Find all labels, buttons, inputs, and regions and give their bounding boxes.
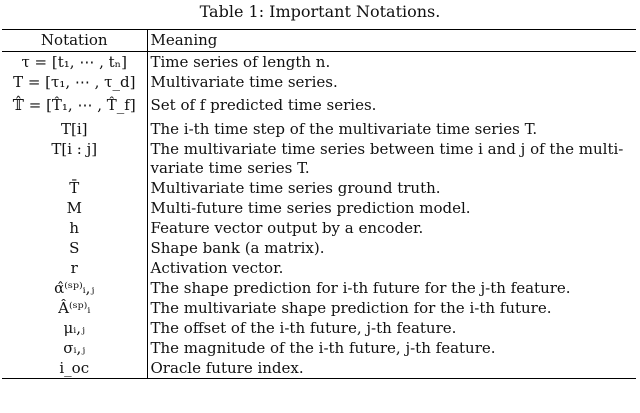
table-caption: Table 1: Important Notations. bbox=[199, 2, 441, 21]
notation-cell: α̂⁽ˢᵖ⁾ᵢ,ⱼ bbox=[2, 278, 147, 298]
meaning-cell: Set of f predicted time series. bbox=[150, 96, 377, 114]
notation-cell: μᵢ,ⱼ bbox=[2, 318, 147, 338]
table-row bbox=[2, 119, 636, 139]
table-row bbox=[2, 92, 636, 119]
notation-cell: T[i] bbox=[2, 119, 147, 139]
notation-cell: T = [τ₁, ⋯ , τ_d] bbox=[2, 72, 147, 92]
table-row bbox=[2, 258, 636, 278]
table-row bbox=[2, 318, 636, 338]
header-notation: Notation bbox=[2, 30, 147, 52]
table-row bbox=[2, 52, 636, 73]
table-header-row bbox=[2, 30, 636, 52]
meaning-cell: The shape prediction for i-th future for the j-th feature. bbox=[150, 278, 571, 297]
header-meaning: Meaning bbox=[150, 31, 218, 49]
table-row bbox=[2, 178, 636, 198]
notation-cell: S bbox=[2, 238, 147, 258]
meaning-cell: Feature vector output by a encoder. bbox=[150, 218, 424, 237]
table-row bbox=[2, 72, 636, 92]
table-row bbox=[2, 218, 636, 238]
table-row bbox=[2, 278, 636, 298]
table-row bbox=[2, 298, 636, 318]
table-row bbox=[2, 139, 636, 178]
notations-table bbox=[2, 29, 636, 379]
meaning-cell: The i-th time step of the multivariate time series T. bbox=[150, 119, 538, 138]
notation-cell: r bbox=[2, 258, 147, 278]
meaning-cell: Time series of length n. bbox=[150, 52, 331, 71]
notation-cell: 𝕋̂ = [T̂₁, ⋯ , T̂_f] bbox=[2, 92, 147, 119]
meaning-cell: Multi-future time series prediction model. bbox=[150, 198, 471, 217]
notation-cell: i_oc bbox=[2, 358, 147, 379]
meaning-cell: The magnitude of the i-th future, j-th feature. bbox=[150, 338, 496, 357]
table-row bbox=[2, 358, 636, 379]
notation-cell: M bbox=[2, 198, 147, 218]
notation-cell: T̄ bbox=[2, 178, 147, 198]
notation-cell: σᵢ,ⱼ bbox=[2, 338, 147, 358]
meaning-cell: The multivariate shape prediction for the i-th future. bbox=[150, 298, 552, 317]
notation-cell: h bbox=[2, 218, 147, 238]
meaning-cell: Activation vector. bbox=[150, 258, 284, 277]
meaning-cell: Shape bank (a matrix). bbox=[150, 238, 325, 257]
meaning-cell: Multivariate time series ground truth. bbox=[150, 178, 441, 197]
meaning-cell: The multivariate time series between time i and j of the multi-variate time series T. bbox=[150, 139, 624, 177]
meaning-cell: Oracle future index. bbox=[150, 358, 304, 377]
table-row bbox=[2, 198, 636, 218]
notation-cell: Â⁽ˢᵖ⁾ᵢ bbox=[2, 298, 147, 318]
notation-cell: τ = [t₁, ⋯ , tₙ] bbox=[2, 52, 147, 73]
meaning-cell: Multivariate time series. bbox=[150, 72, 338, 91]
table-row bbox=[2, 238, 636, 258]
table-row bbox=[2, 338, 636, 358]
meaning-cell: The offset of the i-th future, j-th feature. bbox=[150, 318, 457, 337]
notation-cell: T[i : j] bbox=[2, 139, 147, 178]
